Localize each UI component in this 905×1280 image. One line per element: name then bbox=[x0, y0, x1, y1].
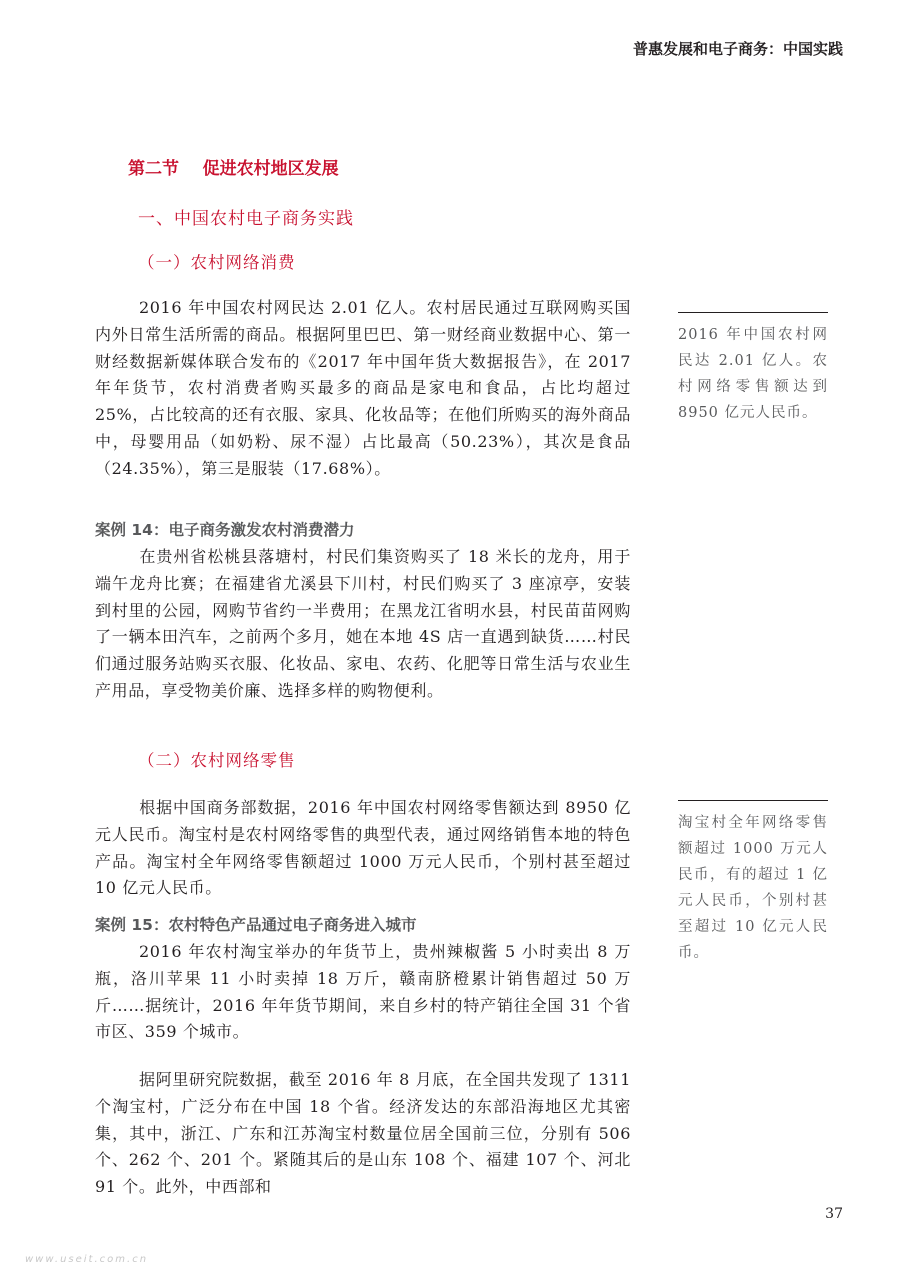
case15-text: 2016 年农村淘宝举办的年货节上，贵州辣椒酱 5 小时卖出 8 万瓶，洛川苹果 11 小时卖掉 18 万斤，赣南脐橙累计销售超过 50 万斤……据统计，2016 年年货节期间，来自乡村的特产销往全国 31 个省市区、359 个城市。 bbox=[95, 942, 631, 1042]
paragraph-rural-consumption: 2016 年中国农村网民达 2.01 亿人。农村居民通过互联网购买国内外日常生活所需的商品。根据阿里巴巴、第一财经商业数据中心、第一财经数据新媒体联合发布的《2017 年中国年货大数据报告》，在 2017 年年货节，农村消费者购买最多的商品是家电和食品，占比均超过 25%，占比较高的还有衣服、家具、化妆品等；在他们所购买的海外商品中，母婴用品（如奶粉、尿不湿）占比最高（50.23%），其次是食品（24.35%），第三是服装（17.68%）。 bbox=[95, 298, 631, 478]
subsection-title: 一、中国农村电子商务实践 bbox=[138, 209, 354, 229]
paragraph-taobao-distribution: 据阿里研究院数据，截至 2016 年 8 月底，在全国共发现了 1311 个淘宝村，广泛分布在中国 18 个省。经济发达的东部沿海地区尤其密集，其中，浙江、广东和江苏淘宝村数量位居全国前三位，分别有 506 个、262 个、201 个。紧随其后的是山东 108 个、福建 107 个、河北 91 个。此外，中西部和 bbox=[95, 1070, 631, 1197]
section-title: 第二节 促进农村地区发展 bbox=[128, 159, 339, 179]
page-number: 37 bbox=[825, 1206, 843, 1222]
case15-title: 案例 15：农村特色产品通过电子商务进入城市 bbox=[95, 916, 417, 934]
sidenote-taobao-villages: 淘宝村全年网络零售额超过 1000 万元人民币，有的超过 1 亿元人民币，个别村甚至超过 10 亿元人民币。 bbox=[678, 800, 828, 966]
paragraph-rural-retail: 根据中国商务部数据，2016 年中国农村网络零售额达到 8950 亿元人民币。淘宝村是农村网络零售的典型代表，通过网络销售本地的特色产品。淘宝村全年网络零售额超过 1000 万元人民币，个别村甚至超过 10 亿元人民币。 bbox=[95, 798, 631, 898]
sidenote-rural-netizens: 2016 年中国农村网民达 2.01 亿人。农村网络零售额达到 8950 亿元人民币。 bbox=[678, 312, 828, 426]
case14-title: 案例 14：电子商务激发农村消费潜力 bbox=[95, 521, 355, 539]
part1-title: （一）农村网络消费 bbox=[138, 253, 296, 272]
watermark: www.useit.com.cn bbox=[25, 1254, 149, 1265]
case14-text: 在贵州省松桃县落塘村，村民们集资购买了 18 米长的龙舟，用于端午龙舟比赛；在福建省尤溪县下川村，村民们购买了 3 座凉亭，安装到村里的公园，网购节省约一半费用；在黑龙江省明水县，村民苗苗网购了一辆本田汽车，之前两个多月，她在本地 4S 店一直遇到缺货……村民们通过服务站购买衣服、化妆品、家电、农药、化肥等日常生活与农业生产用品，享受物美价廉、选择多样的购物便利。 bbox=[95, 547, 631, 700]
running-header: 普惠发展和电子商务：中国实践 bbox=[632, 40, 843, 58]
part2-title: （二）农村网络零售 bbox=[138, 751, 296, 770]
